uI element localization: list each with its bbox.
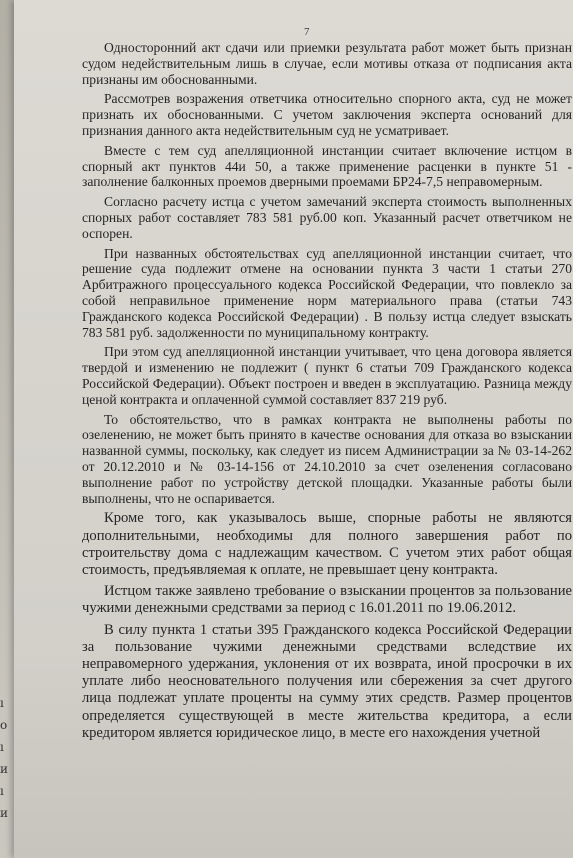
paragraph-6: При этом суд апелляционной инстанции учитывает, что цена договора является твердой и изменению не подлежит ( пункт 6 статьи 709 Гражданского кодекса Российской Федерации). Объект построен и введен в эксплуатацию. Разница между ценой контракта и оплаченной суммой составляет 837 219 руб.: [82, 344, 572, 407]
paragraph-3: Вместе с тем суд апелляционной инстанции считает включение истцом в спорный акт пунктов 44и 50, а также применение расценки в пункте 51 - заполнение балконных проемов дверными проемами БР24-7,5 неправомерным.: [82, 142, 572, 190]
paragraph-2: Рассмотрев возражения ответчика относительно спорного акта, суд не может признать их обоснованными. С учетом заключения эксперта оснований для признания данного акта недействительным суд не усматривает.: [82, 91, 572, 138]
edge-fragment: ı: [0, 696, 4, 710]
paragraph-1: Односторонний акт сдачи или приемки результата работ может быть признан судом недействительным лишь в случае, если мотивы отказа от подписания акта признаны им обоснованными.: [82, 40, 572, 87]
edge-fragment: о: [0, 718, 8, 732]
paragraph-10: В силу пункта 1 статьи 395 Гражданского кодекса Российской Федерации за пользование чужими денежными средствами вследствие их неправомерного удержания, уклонения от их возврата, иной просрочки в их уплате либо неосновательного получения или сбережения за счет другого лица подлежат уплате проценты на сумму этих средств. Размер процентов определяется существующей в месте жительства кредитора, а если кредитором является юридическое лицо, в месте его нахождения учетной: [82, 621, 572, 741]
document-page: [14, 0, 573, 858]
paragraph-9: Истцом также заявлено требование о взыскании процентов за пользование чужими денежными средствами за период с 16.01.2011 по 19.06.2012.: [82, 583, 572, 617]
page-number: 7: [304, 26, 310, 38]
edge-fragment: ı и: [0, 740, 8, 776]
paragraph-5: При названных обстоятельствах суд апелляционной инстанции считает, что решение суда подлежит отмене на основании пункта 3 части 1 статьи 270 Арбитражного процессуального кодекса Российской Федерации, что повлекло за собой неправильное применение норм материального права (статьи 743 Гражданского кодекса Российской Федерации) . В пользу истца следует взыскать 783 581 руб. задолженности по муниципальному контракту.: [82, 245, 572, 340]
paragraph-8: Кроме того, как указывалось выше, спорные работы не являются дополнительными, необходимы для полного завершения работ по строительству дома с надлежащим качеством. С учетом этих работ общая стоимость, предъявляемая к оплате, не превышает цену контракта.: [82, 510, 572, 578]
underlying-page-edge: [0, 692, 14, 824]
paragraph-4: Согласно расчету истца с учетом замечаний эксперта стоимость выполненных спорных работ составляет 783 581 руб.00 коп. Указанный расчет ответчиком не оспорен.: [82, 194, 572, 241]
edge-fragment: ı и: [0, 784, 8, 820]
paragraph-7: То обстоятельство, что в рамках контракта не выполнены работы по озеленению, не может быть принято в качестве основания для отказа во взыскании названной суммы, поскольку, как следует из писем Администрации за № 03-14-262 от 20.12.2010 и № 03-14-156 от 24.10.2010 за счет озеленения согласовано выполнение работ по устройству детской площадки. Указанные работы были выполнены, что не оспаривается.: [82, 411, 572, 506]
document-body: [82, 40, 572, 746]
